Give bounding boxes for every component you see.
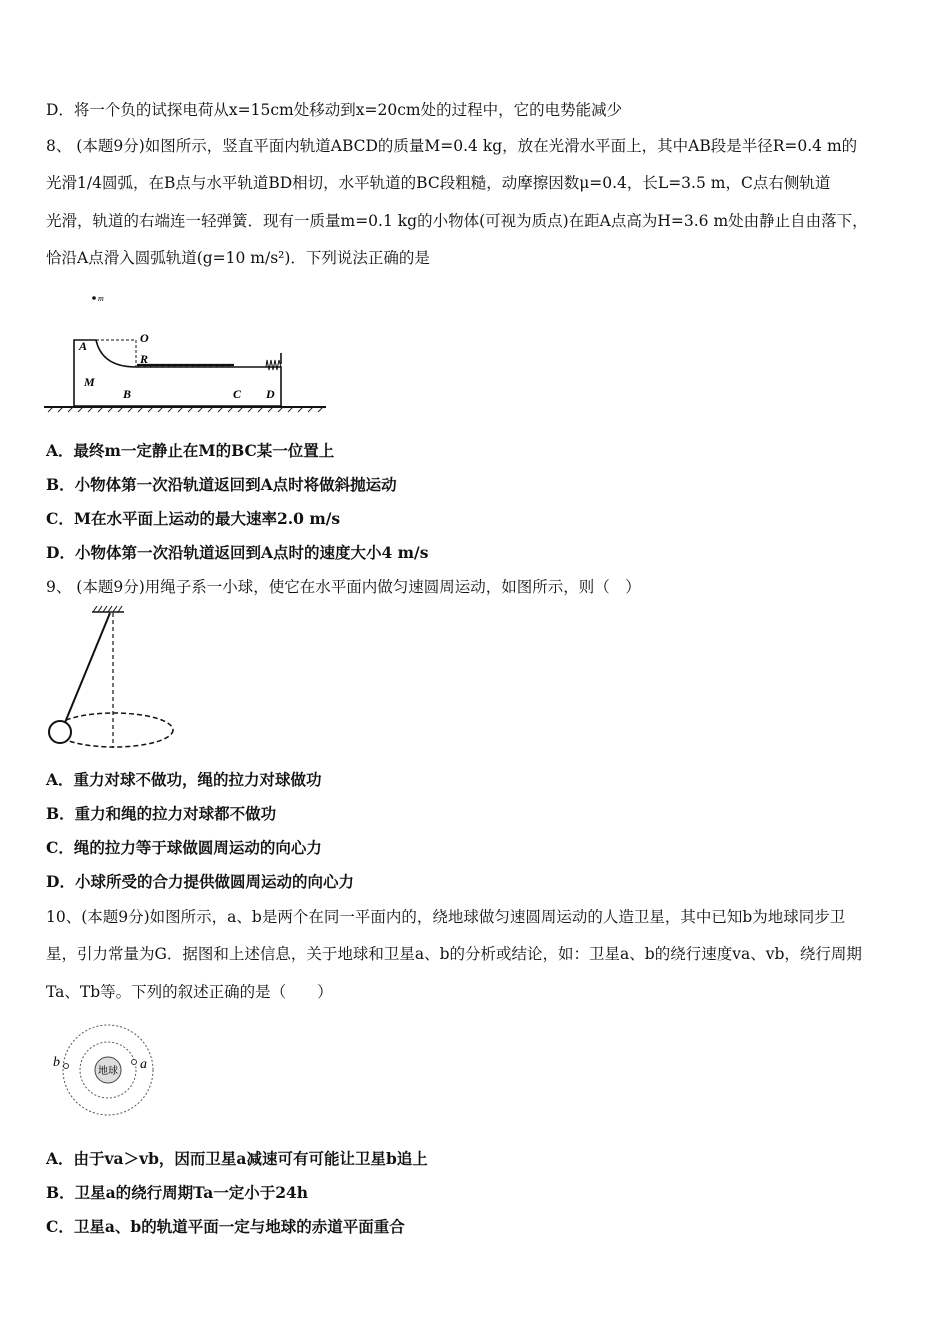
q10-option-a: A．由于va＞vb，因而卫星a减速可有可能让卫星b追上 — [46, 1149, 428, 1168]
earth-label: 地球 — [98, 1066, 118, 1077]
q8-option-a: A．最终m一定静止在M的BC某一位置上 — [46, 441, 335, 460]
q8-stem-line-4: 恰沿A点滑入圆弧轨道(g=10 m/s²)．下列说法正确的是 — [46, 249, 430, 267]
label-o: O — [140, 331, 149, 345]
satellite-b — [64, 1064, 69, 1069]
label-d: D — [266, 387, 275, 401]
q9-option-c: C．绳的拉力等于球做圆周运动的向心力 — [46, 838, 322, 857]
q10-stem-line-1: 10、(本题9分)如图所示，a、b是两个在同一平面内的，绕地球做匀速圆周运动的人造卫星，其中已知b为地球同步卫 — [46, 908, 846, 926]
q10-stem-line-3: Ta、Tb等。下列的叙述正确的是（ ） — [46, 983, 333, 1001]
q8-option-b: B．小物体第一次沿轨道返回到A点时将做斜抛运动 — [46, 475, 397, 494]
label-a: A — [79, 339, 88, 353]
q9-stem: 9、 (本题9分)用绳子系一小球，使它在水平面内做匀速圆周运动，如图所示，则（ ） — [46, 578, 641, 596]
ball — [49, 721, 71, 743]
q8-track-diagram — [44, 288, 329, 418]
q9-pendulum-diagram — [44, 602, 184, 752]
label-small-m: m — [98, 294, 104, 303]
q9-option-d: D．小球所受的合力提供做圆周运动的向心力 — [46, 872, 354, 891]
rope — [64, 613, 110, 725]
q9-option-b: B．重力和绳的拉力对球都不做功 — [46, 804, 277, 823]
q8-stem-line-3: 光滑，轨道的右端连一轻弹簧．现有一质量m=0.1 kg的小物体(可视为质点)在距A点高为H=3.6 m处由静止自由落下， — [46, 212, 868, 230]
small-object-dot — [92, 296, 96, 300]
label-r: R — [140, 352, 149, 366]
circular-path — [55, 713, 173, 747]
q10-option-c: C．卫星a、b的轨道平面一定与地球的赤道平面重合 — [46, 1217, 405, 1236]
q9-option-a: A．重力对球不做功，绳的拉力对球做功 — [46, 770, 322, 789]
label-sat-b: b — [53, 1055, 60, 1070]
q8-stem-line-1: 8、 (本题9分)如图所示，竖直平面内轨道ABCD的质量M=0.4 kg，放在光滑水平面上，其中AB段是半径R=0.4 m的 — [46, 137, 858, 155]
label-sat-a: a — [140, 1057, 147, 1072]
q10-orbit-diagram — [50, 1022, 165, 1117]
q10-stem-line-2: 星，引力常量为G．据图和上述信息，关于地球和卫星a、b的分析或结论，如：卫星a、b的绕行速度va、vb，绕行周期 — [46, 945, 862, 963]
q10-option-b: B．卫星a的绕行周期Ta一定小于24h — [46, 1183, 309, 1202]
label-b: B — [123, 387, 132, 401]
q8-option-c: C．M在水平面上运动的最大速率2.0 m/s — [46, 509, 341, 528]
q8-option-d: D．小物体第一次沿轨道返回到A点时的速度大小4 m/s — [46, 543, 429, 562]
label-big-m: M — [84, 375, 95, 389]
q7-option-d: D．将一个负的试探电荷从x=15cm处移动到x=20cm处的过程中，它的电势能减少 — [46, 101, 623, 119]
satellite-a — [132, 1060, 137, 1065]
q8-stem-line-2: 光滑1/4圆弧，在B点与水平轨道BD相切，水平轨道的BC段粗糙，动摩擦因数μ=0.4，长L=3.5 m，C点右侧轨道 — [46, 174, 831, 192]
track-block — [74, 340, 281, 406]
label-c: C — [233, 387, 242, 401]
